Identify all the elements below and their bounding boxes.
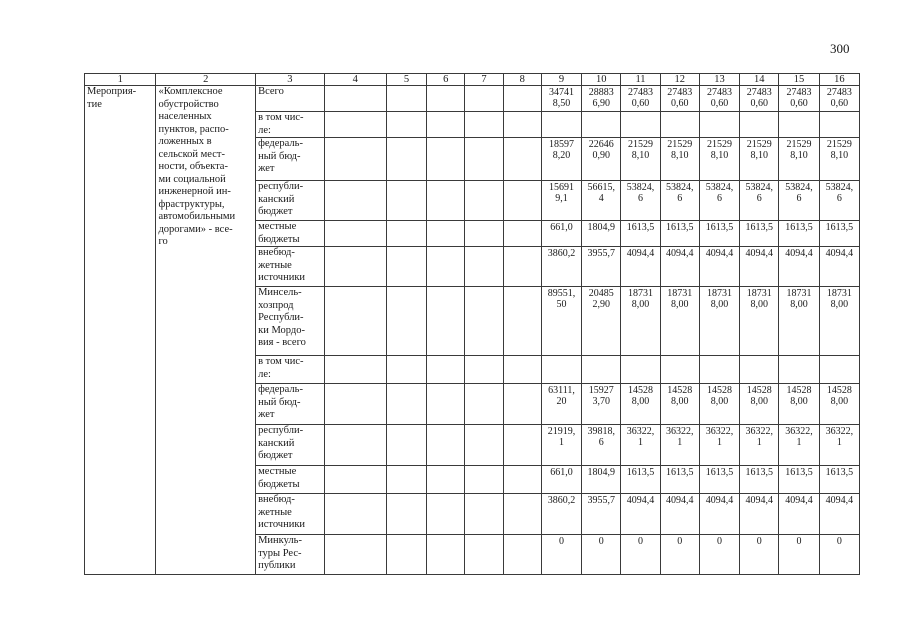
empty-cell (427, 466, 465, 494)
value-cell (660, 112, 699, 138)
header-row (85, 74, 860, 86)
value-cell: 1804,9 (582, 466, 621, 494)
header-cell: 8 (503, 74, 541, 86)
budget-table (84, 73, 860, 575)
value-cell: 14528 8,00 (819, 384, 859, 425)
header-cell: 11 (621, 74, 660, 86)
value-cell: 3860,2 (541, 247, 581, 287)
empty-cell (465, 425, 503, 466)
empty-cell (465, 384, 503, 425)
empty-cell (503, 112, 541, 138)
value-cell: 4094,4 (699, 494, 739, 535)
value-cell (582, 356, 621, 384)
empty-cell (503, 356, 541, 384)
value-cell: 4094,4 (621, 494, 660, 535)
value-cell: 4094,4 (819, 494, 859, 535)
value-cell: 18731 8,00 (740, 287, 779, 356)
funding-source-cell: внебюд- жетные источники (256, 247, 324, 287)
value-cell: 21529 8,10 (779, 138, 819, 181)
value-cell: 63111, 20 (541, 384, 581, 425)
value-cell: 661,0 (541, 466, 581, 494)
empty-cell (324, 247, 386, 287)
value-cell (621, 112, 660, 138)
value-cell: 21529 8,10 (660, 138, 699, 181)
header-cell: 5 (386, 74, 426, 86)
value-cell: 0 (541, 535, 581, 575)
value-cell: 15927 3,70 (582, 384, 621, 425)
empty-cell (465, 535, 503, 575)
value-cell: 1613,5 (699, 221, 739, 247)
empty-cell (427, 356, 465, 384)
empty-cell (324, 384, 386, 425)
empty-cell (503, 425, 541, 466)
value-cell: 0 (699, 535, 739, 575)
value-cell: 21529 8,10 (699, 138, 739, 181)
value-cell (819, 112, 859, 138)
value-cell: 22646 0,90 (582, 138, 621, 181)
value-cell: 1613,5 (740, 221, 779, 247)
value-cell: 56615, 4 (582, 181, 621, 221)
funding-source-cell: в том чис- ле: (256, 112, 324, 138)
value-cell: 4094,4 (621, 247, 660, 287)
value-cell: 53824, 6 (779, 181, 819, 221)
value-cell (699, 356, 739, 384)
empty-cell (386, 466, 426, 494)
empty-cell (503, 221, 541, 247)
empty-cell (427, 287, 465, 356)
value-cell: 28883 6,90 (582, 86, 621, 112)
value-cell (541, 112, 581, 138)
empty-cell (386, 181, 426, 221)
value-cell: 18731 8,00 (621, 287, 660, 356)
funding-source-cell: Минсель- хозпрод Республи- ки Мордо- вия - всего (256, 287, 324, 356)
value-cell: 4094,4 (660, 247, 699, 287)
empty-cell (324, 112, 386, 138)
value-cell: 21919, 1 (541, 425, 581, 466)
value-cell: 36322, 1 (660, 425, 699, 466)
empty-cell (503, 181, 541, 221)
empty-cell (386, 221, 426, 247)
value-cell: 21529 8,10 (819, 138, 859, 181)
empty-cell (503, 138, 541, 181)
empty-cell (465, 138, 503, 181)
empty-cell (324, 86, 386, 112)
value-cell: 39818, 6 (582, 425, 621, 466)
funding-source-cell: местные бюджеты (256, 466, 324, 494)
empty-cell (427, 247, 465, 287)
empty-cell (465, 494, 503, 535)
empty-cell (427, 535, 465, 575)
value-cell: 15691 9,1 (541, 181, 581, 221)
empty-cell (324, 138, 386, 181)
value-cell: 53824, 6 (819, 181, 859, 221)
header-cell: 12 (660, 74, 699, 86)
value-cell: 27483 0,60 (740, 86, 779, 112)
value-cell: 36322, 1 (819, 425, 859, 466)
value-cell: 1613,5 (621, 466, 660, 494)
header-cell: 9 (541, 74, 581, 86)
value-cell: 4094,4 (779, 494, 819, 535)
value-cell: 18731 8,00 (660, 287, 699, 356)
empty-cell (503, 86, 541, 112)
empty-cell (465, 112, 503, 138)
empty-cell (386, 247, 426, 287)
value-cell: 36322, 1 (621, 425, 660, 466)
value-cell: 21529 8,10 (740, 138, 779, 181)
value-cell: 27483 0,60 (660, 86, 699, 112)
empty-cell (427, 86, 465, 112)
header-cell: 1 (85, 74, 156, 86)
value-cell: 1613,5 (621, 221, 660, 247)
value-cell: 27483 0,60 (621, 86, 660, 112)
empty-cell (386, 287, 426, 356)
header-cell: 7 (465, 74, 503, 86)
value-cell: 18731 8,00 (779, 287, 819, 356)
event-type-cell: Мероприя- тие (85, 86, 156, 575)
empty-cell (324, 535, 386, 575)
value-cell: 89551, 50 (541, 287, 581, 356)
value-cell: 4094,4 (740, 494, 779, 535)
value-cell: 14528 8,00 (621, 384, 660, 425)
value-cell: 1613,5 (819, 466, 859, 494)
funding-source-cell: местные бюджеты (256, 221, 324, 247)
empty-cell (427, 494, 465, 535)
empty-cell (427, 181, 465, 221)
header-cell: 15 (779, 74, 819, 86)
value-cell: 53824, 6 (660, 181, 699, 221)
value-cell (699, 112, 739, 138)
header-cell: 6 (427, 74, 465, 86)
empty-cell (324, 466, 386, 494)
value-cell: 4094,4 (819, 247, 859, 287)
empty-cell (465, 86, 503, 112)
value-cell: 1613,5 (819, 221, 859, 247)
empty-cell (386, 356, 426, 384)
empty-cell (324, 287, 386, 356)
value-cell: 53824, 6 (699, 181, 739, 221)
header-cell: 14 (740, 74, 779, 86)
value-cell: 27483 0,60 (699, 86, 739, 112)
funding-source-cell: Всего (256, 86, 324, 112)
value-cell: 34741 8,50 (541, 86, 581, 112)
empty-cell (503, 466, 541, 494)
empty-cell (324, 425, 386, 466)
value-cell: 36322, 1 (699, 425, 739, 466)
value-cell: 4094,4 (740, 247, 779, 287)
value-cell: 14528 8,00 (699, 384, 739, 425)
value-cell: 53824, 6 (740, 181, 779, 221)
value-cell: 0 (582, 535, 621, 575)
value-cell (819, 356, 859, 384)
table-row (85, 86, 860, 112)
value-cell: 1613,5 (699, 466, 739, 494)
value-cell: 0 (819, 535, 859, 575)
value-cell: 0 (740, 535, 779, 575)
empty-cell (465, 221, 503, 247)
value-cell: 21529 8,10 (621, 138, 660, 181)
value-cell: 3955,7 (582, 494, 621, 535)
value-cell (582, 112, 621, 138)
header-cell: 2 (156, 74, 256, 86)
empty-cell (427, 384, 465, 425)
empty-cell (386, 425, 426, 466)
empty-cell (503, 287, 541, 356)
value-cell: 1613,5 (660, 466, 699, 494)
value-cell: 36322, 1 (779, 425, 819, 466)
empty-cell (386, 138, 426, 181)
value-cell: 14528 8,00 (740, 384, 779, 425)
empty-cell (324, 181, 386, 221)
empty-cell (427, 221, 465, 247)
funding-source-cell: республи- канский бюджет (256, 425, 324, 466)
empty-cell (465, 356, 503, 384)
value-cell: 1613,5 (740, 466, 779, 494)
value-cell (660, 356, 699, 384)
empty-cell (324, 221, 386, 247)
value-cell: 661,0 (541, 221, 581, 247)
funding-source-cell: республи- канский бюджет (256, 181, 324, 221)
value-cell (621, 356, 660, 384)
value-cell: 20485 2,90 (582, 287, 621, 356)
value-cell: 4094,4 (779, 247, 819, 287)
value-cell: 18731 8,00 (819, 287, 859, 356)
header-cell: 10 (582, 74, 621, 86)
empty-cell (324, 494, 386, 535)
funding-source-cell: в том чис- ле: (256, 356, 324, 384)
funding-source-cell: внебюд- жетные источники (256, 494, 324, 535)
empty-cell (465, 466, 503, 494)
value-cell: 0 (660, 535, 699, 575)
value-cell (740, 356, 779, 384)
header-cell: 16 (819, 74, 859, 86)
value-cell: 1613,5 (660, 221, 699, 247)
empty-cell (503, 247, 541, 287)
empty-cell (427, 425, 465, 466)
empty-cell (386, 384, 426, 425)
value-cell: 3955,7 (582, 247, 621, 287)
empty-cell (324, 356, 386, 384)
event-description-cell: «Комплексное обустройство населенных пунктов, распо- ложенных в сельской мест- ности, объекта- ми социальной инженерной ин- фраструктуры, автомобильными дорогами» - все- го (156, 86, 256, 575)
value-cell: 14528 8,00 (779, 384, 819, 425)
value-cell: 4094,4 (699, 247, 739, 287)
table-body (85, 74, 860, 575)
empty-cell (465, 181, 503, 221)
value-cell: 36322, 1 (740, 425, 779, 466)
header-cell: 4 (324, 74, 386, 86)
value-cell: 0 (779, 535, 819, 575)
value-cell: 18597 8,20 (541, 138, 581, 181)
value-cell: 1613,5 (779, 466, 819, 494)
empty-cell (427, 112, 465, 138)
value-cell: 3860,2 (541, 494, 581, 535)
value-cell: 27483 0,60 (819, 86, 859, 112)
value-cell: 1613,5 (779, 221, 819, 247)
value-cell: 53824, 6 (621, 181, 660, 221)
empty-cell (465, 287, 503, 356)
value-cell: 14528 8,00 (660, 384, 699, 425)
value-cell (541, 356, 581, 384)
header-cell: 3 (256, 74, 324, 86)
value-cell (779, 112, 819, 138)
page-number: 300 (830, 41, 850, 56)
empty-cell (427, 138, 465, 181)
value-cell (779, 356, 819, 384)
value-cell: 18731 8,00 (699, 287, 739, 356)
value-cell: 0 (621, 535, 660, 575)
funding-source-cell: Минкуль- туры Рес- публики (256, 535, 324, 575)
value-cell: 4094,4 (660, 494, 699, 535)
value-cell (740, 112, 779, 138)
funding-source-cell: федераль- ный бюд- жет (256, 384, 324, 425)
empty-cell (465, 247, 503, 287)
empty-cell (386, 86, 426, 112)
empty-cell (386, 112, 426, 138)
value-cell: 1804,9 (582, 221, 621, 247)
header-cell: 13 (699, 74, 739, 86)
empty-cell (503, 494, 541, 535)
empty-cell (503, 535, 541, 575)
empty-cell (386, 494, 426, 535)
empty-cell (386, 535, 426, 575)
empty-cell (503, 384, 541, 425)
funding-source-cell: федераль- ный бюд- жет (256, 138, 324, 181)
value-cell: 27483 0,60 (779, 86, 819, 112)
